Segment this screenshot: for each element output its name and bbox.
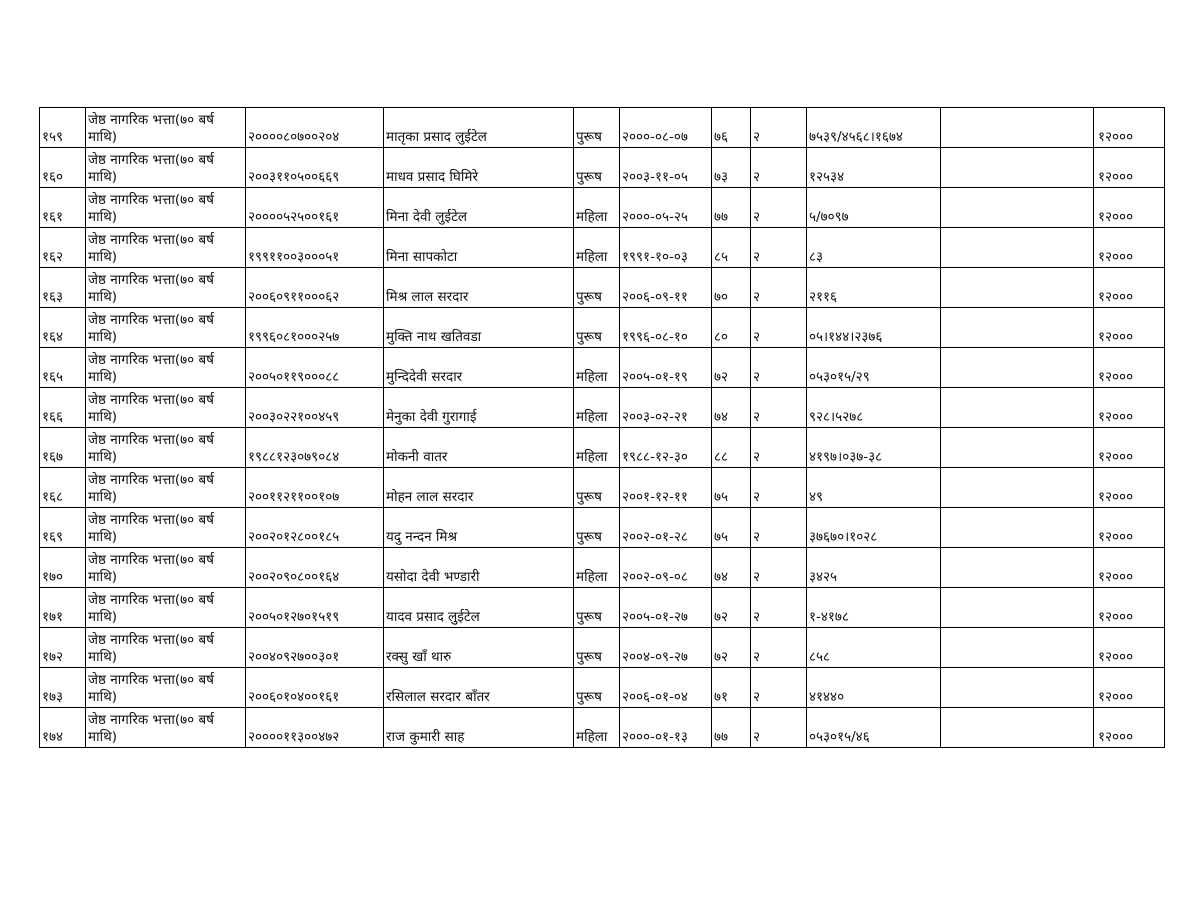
table-body xyxy=(40,108,1165,748)
serial-number-cell: १६९ xyxy=(40,508,86,548)
allowance-amount-cell: १२००० xyxy=(1094,268,1165,308)
empty-cell xyxy=(941,468,1094,508)
serial-number-cell: १६२ xyxy=(40,228,86,268)
ward-number-cell: २ xyxy=(751,228,807,268)
allowance-type-cell: जेष्ठ नागरिक भत्ता(७० बर्ष माथि) xyxy=(86,668,246,708)
beneficiary-id-cell: २००११२११००१०७ xyxy=(246,468,384,508)
gender-cell: महिला xyxy=(574,188,620,228)
empty-cell xyxy=(941,348,1094,388)
age-cell: ७४ xyxy=(712,548,751,588)
beneficiary-name-cell: मुक्ति नाथ खतिवडा xyxy=(384,308,574,348)
gender-cell: पुरूष xyxy=(574,628,620,668)
allowance-type-cell: जेष्ठ नागरिक भत्ता(७० बर्ष माथि) xyxy=(86,108,246,148)
age-cell: ७१ xyxy=(712,668,751,708)
allowance-amount-cell: १२००० xyxy=(1094,708,1165,748)
date-of-birth-cell: १९८८-१२-३० xyxy=(620,428,712,468)
citizenship-number-cell: ३४२५ xyxy=(807,548,941,588)
empty-cell xyxy=(941,628,1094,668)
gender-cell: पुरूष xyxy=(574,148,620,188)
empty-cell xyxy=(941,148,1094,188)
table-row xyxy=(40,628,1165,668)
empty-cell xyxy=(941,268,1094,308)
empty-cell xyxy=(941,228,1094,268)
allowance-amount-cell: १२००० xyxy=(1094,308,1165,348)
citizenship-number-cell: ८५८ xyxy=(807,628,941,668)
allowance-amount-cell: १२००० xyxy=(1094,588,1165,628)
allowance-type-cell: जेष्ठ नागरिक भत्ता(७० बर्ष माथि) xyxy=(86,188,246,228)
age-cell: ७६ xyxy=(712,108,751,148)
beneficiary-name-cell: राज कुमारी साह xyxy=(384,708,574,748)
beneficiary-name-cell: मिना सापकोटा xyxy=(384,228,574,268)
allowance-type-cell: जेष्ठ नागरिक भत्ता(७० बर्ष माथि) xyxy=(86,348,246,388)
date-of-birth-cell: २००३-११-०५ xyxy=(620,148,712,188)
table-row xyxy=(40,308,1165,348)
ward-number-cell: २ xyxy=(751,508,807,548)
beneficiary-id-cell: २००५०१२७०१५१९ xyxy=(246,588,384,628)
allowance-type-cell: जेष्ठ नागरिक भत्ता(७० बर्ष माथि) xyxy=(86,268,246,308)
serial-number-cell: १७३ xyxy=(40,668,86,708)
ward-number-cell: २ xyxy=(751,148,807,188)
allowance-amount-cell: १२००० xyxy=(1094,108,1165,148)
citizenship-number-cell: ७५३९/४५६८।१६७४ xyxy=(807,108,941,148)
allowance-type-cell: जेष्ठ नागरिक भत्ता(७० बर्ष माथि) xyxy=(86,508,246,548)
gender-cell: महिला xyxy=(574,348,620,388)
serial-number-cell: १६३ xyxy=(40,268,86,308)
beneficiary-id-cell: २००५०११९०००८८ xyxy=(246,348,384,388)
allowance-type-cell: जेष्ठ नागरिक भत्ता(७० बर्ष माथि) xyxy=(86,148,246,188)
table-row xyxy=(40,348,1165,388)
ward-number-cell: २ xyxy=(751,428,807,468)
ward-number-cell: २ xyxy=(751,308,807,348)
beneficiary-id-cell: १९९११००३०००५१ xyxy=(246,228,384,268)
allowance-amount-cell: १२००० xyxy=(1094,188,1165,228)
allowance-type-cell: जेष्ठ नागरिक भत्ता(७० बर्ष माथि) xyxy=(86,388,246,428)
gender-cell: पुरूष xyxy=(574,108,620,148)
gender-cell: पुरूष xyxy=(574,468,620,508)
citizenship-number-cell: २११६ xyxy=(807,268,941,308)
allowance-amount-cell: १२००० xyxy=(1094,468,1165,508)
table-row xyxy=(40,148,1165,188)
beneficiary-id-cell: २००६०९११०००६२ xyxy=(246,268,384,308)
beneficiary-name-cell: यसाेदा देवी भण्डारी xyxy=(384,548,574,588)
table-row xyxy=(40,708,1165,748)
date-of-birth-cell: २००१-१२-११ xyxy=(620,468,712,508)
beneficiary-id-cell: २००३०२२१००४५९ xyxy=(246,388,384,428)
serial-number-cell: १६६ xyxy=(40,388,86,428)
citizenship-number-cell: १-४१७८ xyxy=(807,588,941,628)
citizenship-number-cell: ५/७०९७ xyxy=(807,188,941,228)
serial-number-cell: १६१ xyxy=(40,188,86,228)
allowance-amount-cell: १२००० xyxy=(1094,428,1165,468)
table-row xyxy=(40,188,1165,228)
age-cell: ७५ xyxy=(712,468,751,508)
ward-number-cell: २ xyxy=(751,108,807,148)
table-row xyxy=(40,428,1165,468)
gender-cell: महिला xyxy=(574,708,620,748)
gender-cell: पुरूष xyxy=(574,508,620,548)
age-cell: ७२ xyxy=(712,588,751,628)
date-of-birth-cell: २०००-०१-१३ xyxy=(620,708,712,748)
age-cell: ७७ xyxy=(712,188,751,228)
beneficiary-id-cell: २००३११०५००६६९ xyxy=(246,148,384,188)
gender-cell: पुरूष xyxy=(574,588,620,628)
gender-cell: पुरूष xyxy=(574,308,620,348)
age-cell: ८० xyxy=(712,308,751,348)
date-of-birth-cell: २००५-०१-२७ xyxy=(620,588,712,628)
allowance-amount-cell: १२००० xyxy=(1094,148,1165,188)
beneficiary-id-cell: २००२०१२८००१८५ xyxy=(246,508,384,548)
citizenship-number-cell: ३७६७०।१०२८ xyxy=(807,508,941,548)
table-row xyxy=(40,588,1165,628)
beneficiary-name-cell: मेनुका देवी गुरागाई xyxy=(384,388,574,428)
citizenship-number-cell: ८३ xyxy=(807,228,941,268)
beneficiary-name-cell: मिना देवी लुईटेल xyxy=(384,188,574,228)
empty-cell xyxy=(941,188,1094,228)
allowance-type-cell: जेष्ठ नागरिक भत्ता(७० बर्ष माथि) xyxy=(86,468,246,508)
beneficiary-id-cell: १९८८१२३०७९०८४ xyxy=(246,428,384,468)
citizenship-number-cell: ०५३०१५/२९ xyxy=(807,348,941,388)
age-cell: ७७ xyxy=(712,708,751,748)
serial-number-cell: १६८ xyxy=(40,468,86,508)
table-row xyxy=(40,508,1165,548)
empty-cell xyxy=(941,548,1094,588)
table-row xyxy=(40,548,1165,588)
allowance-type-cell: जेष्ठ नागरिक भत्ता(७० बर्ष माथि) xyxy=(86,708,246,748)
allowance-type-cell: जेष्ठ नागरिक भत्ता(७० बर्ष माथि) xyxy=(86,548,246,588)
citizenship-number-cell: ९२८।५२७८ xyxy=(807,388,941,428)
date-of-birth-cell: २०००-०५-२५ xyxy=(620,188,712,228)
gender-cell: महिला xyxy=(574,388,620,428)
beneficiary-table xyxy=(39,107,1165,748)
table-row xyxy=(40,108,1165,148)
beneficiary-id-cell: २००००११३००४७२ xyxy=(246,708,384,748)
ward-number-cell: २ xyxy=(751,588,807,628)
gender-cell: महिला xyxy=(574,548,620,588)
serial-number-cell: १६४ xyxy=(40,308,86,348)
empty-cell xyxy=(941,108,1094,148)
age-cell: ७० xyxy=(712,268,751,308)
serial-number-cell: १६० xyxy=(40,148,86,188)
age-cell: ७५ xyxy=(712,508,751,548)
empty-cell xyxy=(941,308,1094,348)
ward-number-cell: २ xyxy=(751,668,807,708)
beneficiary-name-cell: मोकनी वातर xyxy=(384,428,574,468)
beneficiary-name-cell: मातृका प्रसाद लुईटेल xyxy=(384,108,574,148)
gender-cell: महिला xyxy=(574,228,620,268)
beneficiary-name-cell: रक्सु खाँ थारु xyxy=(384,628,574,668)
serial-number-cell: १७१ xyxy=(40,588,86,628)
citizenship-number-cell: ४९ xyxy=(807,468,941,508)
table-row xyxy=(40,228,1165,268)
date-of-birth-cell: १९९६-०८-१० xyxy=(620,308,712,348)
age-cell: ७३ xyxy=(712,148,751,188)
citizenship-number-cell: ४१९७।०३७-३८ xyxy=(807,428,941,468)
serial-number-cell: १७० xyxy=(40,548,86,588)
serial-number-cell: १७२ xyxy=(40,628,86,668)
empty-cell xyxy=(941,508,1094,548)
beneficiary-id-cell: २००६०१०४००१६१ xyxy=(246,668,384,708)
citizenship-number-cell: ०५।१४४।२३७६ xyxy=(807,308,941,348)
citizenship-number-cell: ४१४४० xyxy=(807,668,941,708)
ward-number-cell: २ xyxy=(751,708,807,748)
beneficiary-id-cell: २००००८०७००२०४ xyxy=(246,108,384,148)
beneficiary-name-cell: मुन्दिदेवी सरदार xyxy=(384,348,574,388)
beneficiary-name-cell: यादव प्रसाद लुुईटेल xyxy=(384,588,574,628)
allowance-amount-cell: १२००० xyxy=(1094,388,1165,428)
ward-number-cell: २ xyxy=(751,188,807,228)
citizenship-number-cell: १२५३४ xyxy=(807,148,941,188)
table-row xyxy=(40,388,1165,428)
date-of-birth-cell: २००५-०१-१९ xyxy=(620,348,712,388)
empty-cell xyxy=(941,708,1094,748)
empty-cell xyxy=(941,668,1094,708)
serial-number-cell: १६५ xyxy=(40,348,86,388)
allowance-type-cell: जेष्ठ नागरिक भत्ता(७० बर्ष माथि) xyxy=(86,428,246,468)
allowance-amount-cell: १२००० xyxy=(1094,348,1165,388)
allowance-type-cell: जेष्ठ नागरिक भत्ता(७० बर्ष माथि) xyxy=(86,588,246,628)
date-of-birth-cell: २००२-०१-२८ xyxy=(620,508,712,548)
age-cell: ७४ xyxy=(712,388,751,428)
ward-number-cell: २ xyxy=(751,548,807,588)
beneficiary-id-cell: २००४०९२७००३०१ xyxy=(246,628,384,668)
age-cell: ८५ xyxy=(712,228,751,268)
gender-cell: पुरूष xyxy=(574,668,620,708)
ward-number-cell: २ xyxy=(751,628,807,668)
serial-number-cell: १६७ xyxy=(40,428,86,468)
empty-cell xyxy=(941,588,1094,628)
allowance-amount-cell: १२००० xyxy=(1094,668,1165,708)
age-cell: ८८ xyxy=(712,428,751,468)
date-of-birth-cell: २००६-०१-०४ xyxy=(620,668,712,708)
table-row xyxy=(40,268,1165,308)
age-cell: ७२ xyxy=(712,628,751,668)
gender-cell: पुरूष xyxy=(574,268,620,308)
beneficiary-name-cell: यदु नन्दन मिश्र xyxy=(384,508,574,548)
table-row xyxy=(40,468,1165,508)
beneficiary-name-cell: मिश्र लाल सरदार xyxy=(384,268,574,308)
beneficiary-id-cell: २००२०९०८००१६४ xyxy=(246,548,384,588)
ward-number-cell: २ xyxy=(751,468,807,508)
date-of-birth-cell: २००२-०९-०८ xyxy=(620,548,712,588)
date-of-birth-cell: २००४-०९-२७ xyxy=(620,628,712,668)
allowance-type-cell: जेष्ठ नागरिक भत्ता(७० बर्ष माथि) xyxy=(86,228,246,268)
beneficiary-name-cell: रसिलाल सरदार बाँतर xyxy=(384,668,574,708)
table-row xyxy=(40,668,1165,708)
empty-cell xyxy=(941,388,1094,428)
ward-number-cell: २ xyxy=(751,348,807,388)
date-of-birth-cell: १९९१-१०-०३ xyxy=(620,228,712,268)
allowance-amount-cell: १२००० xyxy=(1094,508,1165,548)
beneficiary-id-cell: २००००५२५००१६१ xyxy=(246,188,384,228)
beneficiary-name-cell: मोहन लाल सरदार xyxy=(384,468,574,508)
allowance-amount-cell: १२००० xyxy=(1094,228,1165,268)
allowance-amount-cell: १२००० xyxy=(1094,548,1165,588)
date-of-birth-cell: २०००-०८-०७ xyxy=(620,108,712,148)
allowance-amount-cell: १२००० xyxy=(1094,628,1165,668)
beneficiary-id-cell: १९९६०८१०००२५७ xyxy=(246,308,384,348)
citizenship-number-cell: ०५३०१५/४६ xyxy=(807,708,941,748)
date-of-birth-cell: २००६-०९-११ xyxy=(620,268,712,308)
serial-number-cell: १७४ xyxy=(40,708,86,748)
allowance-type-cell: जेष्ठ नागरिक भत्ता(७० बर्ष माथि) xyxy=(86,308,246,348)
empty-cell xyxy=(941,428,1094,468)
age-cell: ७२ xyxy=(712,348,751,388)
gender-cell: महिला xyxy=(574,428,620,468)
date-of-birth-cell: २००३-०२-२१ xyxy=(620,388,712,428)
allowance-type-cell: जेष्ठ नागरिक भत्ता(७० बर्ष माथि) xyxy=(86,628,246,668)
beneficiary-name-cell: माधव प्रसाद घिमिरे xyxy=(384,148,574,188)
ward-number-cell: २ xyxy=(751,268,807,308)
ward-number-cell: २ xyxy=(751,388,807,428)
serial-number-cell: १५९ xyxy=(40,108,86,148)
